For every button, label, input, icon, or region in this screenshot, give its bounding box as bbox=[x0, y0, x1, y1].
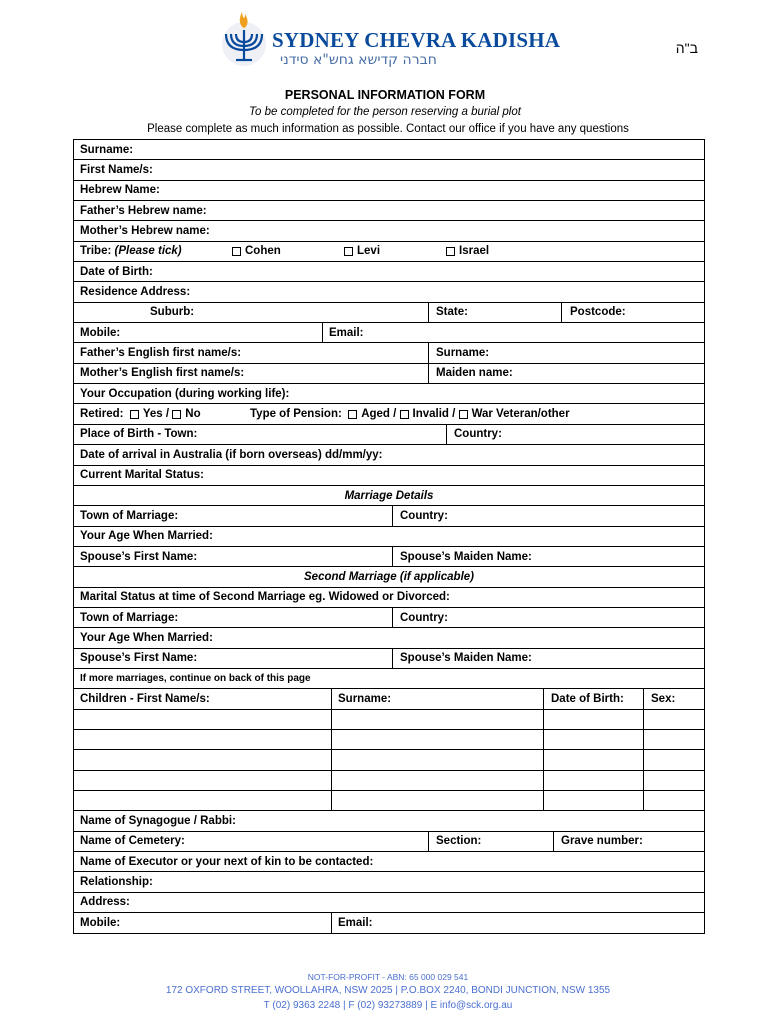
children-dob-header: Date of Birth: bbox=[551, 692, 624, 705]
address-label: Address: bbox=[80, 896, 130, 909]
marriage-heading-row bbox=[74, 486, 704, 506]
more-marriages-row bbox=[74, 669, 704, 689]
dob-label: Date of Birth: bbox=[80, 265, 153, 278]
mobile-email-row bbox=[74, 323, 704, 343]
pension-war-veteran: War Veteran/other bbox=[471, 408, 570, 421]
second-spouse-maiden-label: Spouse’s Maiden Name: bbox=[400, 652, 532, 665]
checkbox-icon[interactable] bbox=[344, 247, 353, 256]
second-age-label: Your Age When Married: bbox=[80, 631, 213, 644]
children-row[interactable] bbox=[74, 771, 704, 791]
checkbox-icon[interactable] bbox=[459, 410, 468, 419]
checkbox-icon[interactable] bbox=[172, 410, 181, 419]
retired-no: No bbox=[185, 408, 201, 421]
fathers-hebrew-label: Father’s Hebrew name: bbox=[80, 204, 207, 217]
tribe-levi-option[interactable]: Levi bbox=[338, 242, 380, 261]
synagogue-row[interactable] bbox=[74, 811, 704, 831]
second-marriage-heading: Second Marriage (if applicable) bbox=[304, 570, 474, 583]
second-marriage-heading-row bbox=[74, 567, 704, 587]
cemetery-row bbox=[74, 832, 704, 852]
hebrew-name-label: Hebrew Name: bbox=[80, 184, 160, 197]
first-names-row[interactable] bbox=[74, 160, 704, 180]
place-of-birth-row bbox=[74, 425, 704, 445]
children-row[interactable] bbox=[74, 791, 704, 811]
tribe-cohen-option[interactable]: Cohen bbox=[226, 242, 281, 261]
father-english-row bbox=[74, 343, 704, 363]
tribe-israel-option[interactable]: Israel bbox=[440, 242, 489, 261]
form-title: PERSONAL INFORMATION FORM bbox=[284, 88, 486, 102]
second-country-label: Country: bbox=[400, 611, 448, 624]
marriage-age-label: Your Age When Married: bbox=[80, 530, 213, 543]
second-town-label: Town of Marriage: bbox=[80, 611, 179, 624]
bh-mark: ב"ה bbox=[675, 40, 698, 56]
surname-row[interactable] bbox=[74, 140, 704, 160]
children-row[interactable] bbox=[74, 730, 704, 750]
checkbox-icon[interactable] bbox=[348, 410, 357, 419]
fathers-hebrew-row[interactable] bbox=[74, 201, 704, 221]
mother-english-row bbox=[74, 364, 704, 384]
residence-row[interactable] bbox=[74, 282, 704, 302]
second-spouse-first-label: Spouse’s First Name: bbox=[80, 652, 198, 665]
marriage-heading: Marriage Details bbox=[344, 489, 434, 502]
maiden-name-label: Maiden name: bbox=[436, 367, 513, 380]
first-names-label: First Name/s: bbox=[80, 164, 153, 177]
occupation-label: Your Occupation (during working life): bbox=[80, 387, 290, 400]
pension-aged: Aged / bbox=[361, 408, 397, 421]
spouse-first-label: Spouse’s First Name: bbox=[80, 550, 198, 563]
checkbox-icon[interactable] bbox=[130, 410, 139, 419]
marriage-age-row[interactable] bbox=[74, 527, 704, 547]
synagogue-label: Name of Synagogue / Rabbi: bbox=[80, 815, 236, 828]
children-surname-header: Surname: bbox=[338, 692, 392, 705]
suburb-label: Suburb: bbox=[150, 306, 195, 319]
mothers-hebrew-label: Mother’s Hebrew name: bbox=[80, 225, 210, 238]
footer-abn: NOT-FOR-PROFIT - ABN: 65 000 029 541 bbox=[307, 972, 469, 982]
logo bbox=[218, 8, 561, 68]
hebrew-name-row[interactable] bbox=[74, 181, 704, 201]
occupation-row[interactable] bbox=[74, 384, 704, 404]
children-row[interactable] bbox=[74, 750, 704, 770]
retired-label: Retired: bbox=[80, 408, 124, 421]
dob-row[interactable] bbox=[74, 262, 704, 282]
footer-address: 172 OXFORD STREET, WOOLLAHRA, NSW 2025 | P.O.BOX 2240, BONDI JUNCTION, NSW 1355 bbox=[165, 985, 611, 996]
mothers-english-label: Mother’s English first name/s: bbox=[80, 367, 245, 380]
logo-name: SYDNEY CHEVRA KADISHA bbox=[272, 28, 561, 52]
section-label: Section: bbox=[436, 835, 482, 848]
marriage-town-label: Town of Marriage: bbox=[80, 509, 179, 522]
executor-email-label: Email: bbox=[338, 917, 373, 930]
residence-label: Residence Address: bbox=[80, 286, 191, 299]
arrival-row[interactable] bbox=[74, 445, 704, 465]
tribe-hint: (Please tick) bbox=[114, 245, 182, 258]
postcode-label: Postcode: bbox=[570, 306, 626, 319]
suburb-row bbox=[74, 303, 704, 323]
pension-invalid: Invalid / bbox=[412, 408, 456, 421]
relationship-row[interactable] bbox=[74, 872, 704, 892]
tribe-row bbox=[74, 242, 704, 262]
second-status-label: Marital Status at time of Second Marriage eg. Widowed or Divorced: bbox=[80, 591, 450, 604]
mobile-label: Mobile: bbox=[80, 326, 121, 339]
tribe-label: Tribe: bbox=[80, 245, 112, 258]
relationship-label: Relationship: bbox=[80, 876, 153, 889]
children-row[interactable] bbox=[74, 710, 704, 730]
executor-row[interactable] bbox=[74, 852, 704, 872]
marriage-town-row bbox=[74, 506, 704, 526]
contact-row bbox=[74, 913, 704, 933]
form-subtitle: To be completed for the person reserving a burial plot bbox=[249, 106, 521, 118]
form-instructions: Please complete as much information as possible. Contact our office if you have any questions bbox=[147, 123, 629, 135]
checkbox-icon[interactable] bbox=[232, 247, 241, 256]
cemetery-label: Name of Cemetery: bbox=[80, 835, 185, 848]
marriage-country-label: Country: bbox=[400, 509, 448, 522]
checkbox-icon[interactable] bbox=[446, 247, 455, 256]
father-surname-label: Surname: bbox=[436, 347, 490, 360]
second-status-row[interactable] bbox=[74, 588, 704, 608]
marriage-spouse-row bbox=[74, 547, 704, 567]
grave-number-label: Grave number: bbox=[561, 835, 643, 848]
state-label: State: bbox=[436, 306, 468, 319]
children-header-row bbox=[74, 689, 704, 709]
fathers-english-label: Father’s English first name/s: bbox=[80, 347, 242, 360]
children-names-header: Children - First Name/s: bbox=[80, 692, 210, 705]
executor-label: Name of Executor or your next of kin to be contacted: bbox=[80, 855, 374, 868]
birth-country-label: Country: bbox=[454, 428, 502, 441]
checkbox-icon[interactable] bbox=[400, 410, 409, 419]
mothers-hebrew-row[interactable] bbox=[74, 221, 704, 241]
executor-mobile-label: Mobile: bbox=[80, 917, 121, 930]
second-spouse-row bbox=[74, 649, 704, 669]
second-town-row bbox=[74, 608, 704, 628]
menorah-icon bbox=[218, 10, 270, 66]
marital-status-row[interactable] bbox=[74, 466, 704, 486]
place-of-birth-label: Place of Birth - Town: bbox=[80, 428, 198, 441]
children-sex-header: Sex: bbox=[651, 692, 676, 705]
second-age-row[interactable] bbox=[74, 628, 704, 648]
logo-hebrew: חברה קדישא גחש"א סידני bbox=[280, 52, 437, 68]
marital-status-label: Current Marital Status: bbox=[80, 469, 204, 482]
surname-label: Surname: bbox=[80, 143, 134, 156]
arrival-label: Date of arrival in Australia (if born overseas) dd/mm/yy: bbox=[80, 448, 383, 461]
personal-info-form bbox=[73, 139, 705, 934]
more-marriages-note: If more marriages, continue on back of this page bbox=[80, 673, 311, 685]
pension-type-label: Type of Pension: bbox=[250, 408, 342, 421]
retired-yes: Yes / bbox=[142, 408, 170, 421]
email-label: Email: bbox=[329, 326, 364, 339]
retired-row bbox=[74, 404, 704, 424]
address-row[interactable] bbox=[74, 893, 704, 913]
spouse-maiden-label: Spouse’s Maiden Name: bbox=[400, 550, 532, 563]
footer-contact: T (02) 9363 2248 | F (02) 93273889 | E info@sck.org.au bbox=[263, 1000, 513, 1011]
